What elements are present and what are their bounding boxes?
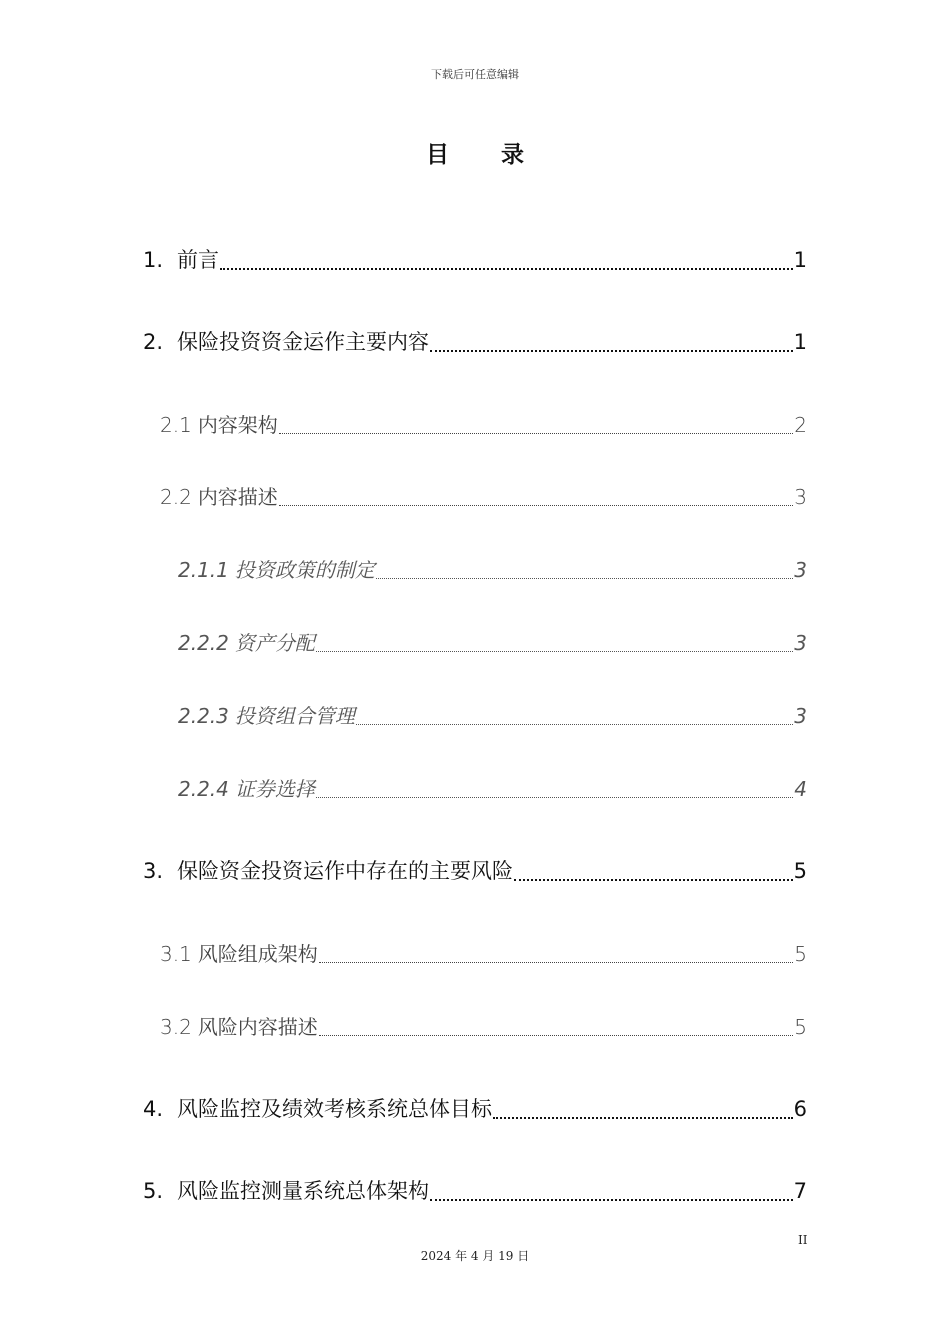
toc-entry-3-1[interactable] <box>160 938 807 967</box>
footer-date: 2024 年 4 月 19 日 <box>420 1249 530 1263</box>
toc-entry-page: 2 <box>794 413 807 437</box>
toc-entry-1[interactable] <box>143 244 807 274</box>
toc-entry-page: 3 <box>794 558 807 582</box>
toc-entry-title: 保险资金投资运作中存在的主要风险 <box>177 859 513 883</box>
toc-entry-page: 3 <box>794 704 807 728</box>
toc-entry-2-2-3[interactable] <box>178 700 807 729</box>
toc-entry-page: 5 <box>794 942 807 966</box>
dot-leader <box>316 797 793 798</box>
toc-entry-title: 风险组成架构 <box>197 942 318 966</box>
toc-entry-title: 内容架构 <box>197 413 278 437</box>
toc-entry-page: 7 <box>793 1179 807 1203</box>
dot-leader <box>319 962 793 963</box>
toc-entry-page: 6 <box>793 1097 807 1121</box>
toc-entry-number: 2.1.1 <box>178 558 229 582</box>
toc-entry-title: 前言 <box>177 248 219 272</box>
toc-entry-number: 2.2.3 <box>178 704 229 728</box>
dot-leader <box>430 350 793 352</box>
toc-entry-page: 5 <box>793 859 807 883</box>
dot-leader <box>316 651 793 652</box>
toc-entry-number: 3.1 <box>160 942 192 966</box>
toc-entry-title: 资产分配 <box>234 631 315 655</box>
toc-entry-2-2-4[interactable] <box>178 773 807 802</box>
toc-entry-3-2[interactable] <box>160 1011 807 1040</box>
toc-entry-title: 投资政策的制定 <box>234 558 375 582</box>
toc-entry-2-1-1[interactable] <box>178 554 807 583</box>
toc-entry-2-2-2[interactable] <box>178 627 807 656</box>
toc-entry-number: 2.2 <box>160 485 192 509</box>
header-note: 下载后可任意编辑 <box>431 68 519 81</box>
toc-entry-title: 风险监控测量系统总体架构 <box>177 1179 429 1203</box>
dot-leader <box>493 1117 793 1119</box>
dot-leader <box>430 1199 793 1201</box>
dot-leader <box>356 724 793 725</box>
toc-entry-page: 1 <box>793 330 807 354</box>
toc-entry-number: 5. <box>143 1179 164 1203</box>
dot-leader <box>376 578 793 579</box>
toc-entry-number: 2.2.2 <box>178 631 229 655</box>
toc-entry-page: 3 <box>794 631 807 655</box>
toc-entry-title: 保险投资资金运作主要内容 <box>177 330 429 354</box>
toc-entry-page: 4 <box>794 777 807 801</box>
dot-leader <box>279 433 793 434</box>
toc-entry-number: 2.1 <box>160 413 192 437</box>
toc-entry-title: 投资组合管理 <box>234 704 355 728</box>
toc-entry-number: 3. <box>143 859 164 883</box>
toc-entry-title: 风险监控及绩效考核系统总体目标 <box>177 1097 492 1121</box>
toc-title: 目 录 <box>425 142 546 168</box>
toc-entry-5[interactable] <box>143 1175 807 1205</box>
toc-entry-title: 内容描述 <box>197 485 278 509</box>
dot-leader <box>514 879 793 881</box>
toc-entry-2-1[interactable] <box>160 409 807 438</box>
toc-entry-number: 3.2 <box>160 1015 192 1039</box>
toc-entry-2[interactable] <box>143 326 807 356</box>
toc-entry-title: 证券选择 <box>234 777 315 801</box>
dot-leader <box>220 268 793 270</box>
toc-entry-title: 风险内容描述 <box>197 1015 318 1039</box>
toc-entry-3[interactable] <box>143 855 807 885</box>
toc-entry-number: 4. <box>143 1097 164 1121</box>
toc-entry-2-2[interactable] <box>160 481 807 510</box>
page-number: II <box>798 1233 808 1247</box>
dot-leader <box>319 1035 793 1036</box>
toc-entry-number: 2. <box>143 330 164 354</box>
toc-entry-page: 5 <box>794 1015 807 1039</box>
toc-entry-page: 3 <box>794 485 807 509</box>
toc-entry-page: 1 <box>793 248 807 272</box>
toc-entry-4[interactable] <box>143 1093 807 1123</box>
toc-entry-number: 1. <box>143 248 164 272</box>
dot-leader <box>279 505 793 506</box>
toc-entry-number: 2.2.4 <box>178 777 229 801</box>
